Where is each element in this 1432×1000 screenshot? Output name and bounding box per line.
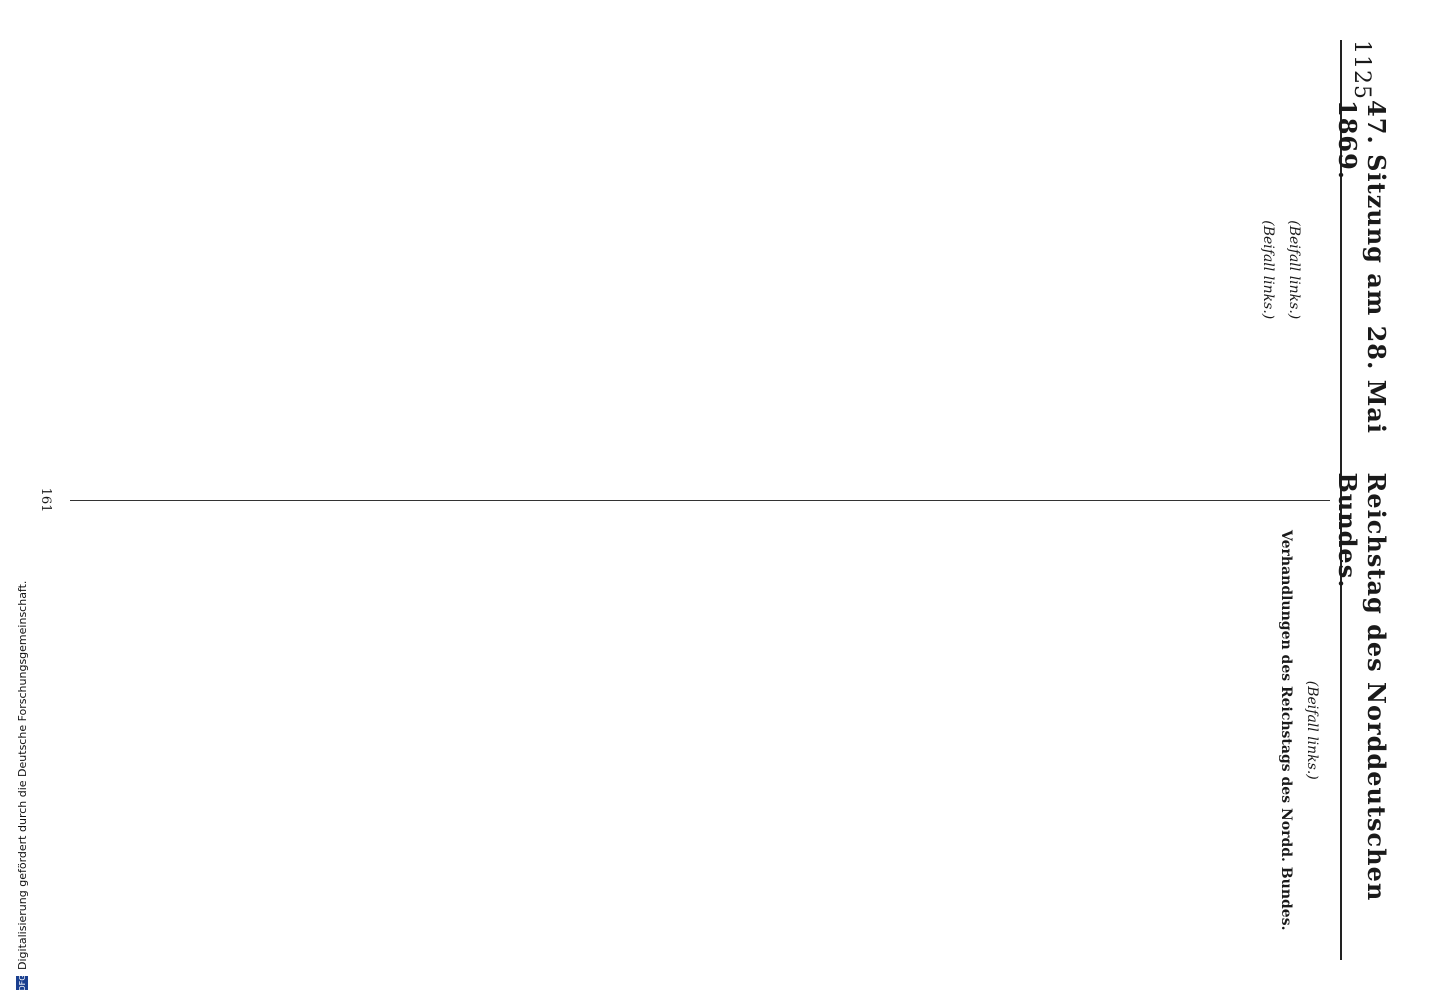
dfg-logo-icon: DFG [17, 974, 27, 992]
applause-note: (Beifall links.) [1304, 680, 1320, 780]
applause-note: (Beifall links.) [1260, 220, 1276, 320]
folio-number: 161 [38, 487, 53, 513]
column-right [70, 501, 1330, 961]
page-number: 1125 [1349, 40, 1375, 100]
footer-title: Verhandlungen des Reichstags des Nordd. Bundes. [1278, 530, 1294, 931]
column-left [70, 40, 1330, 500]
applause-note: (Beifall links.) [1286, 220, 1302, 320]
rotated-document-page [30, 0, 1400, 1000]
publication-title: Reichstag des Norddeutschen Bundes. [1333, 472, 1391, 902]
page-header [1333, 40, 1391, 960]
session-title: 47. Sitzung am 28. Mai 1869. [1333, 100, 1391, 434]
digitization-credit [14, 580, 30, 992]
credit-text: Digitalisierung gefördert durch die Deutsche Forschungsgemeinschaft. [15, 580, 29, 970]
paragraph [1312, 58, 1330, 482]
text-columns [70, 40, 1330, 960]
